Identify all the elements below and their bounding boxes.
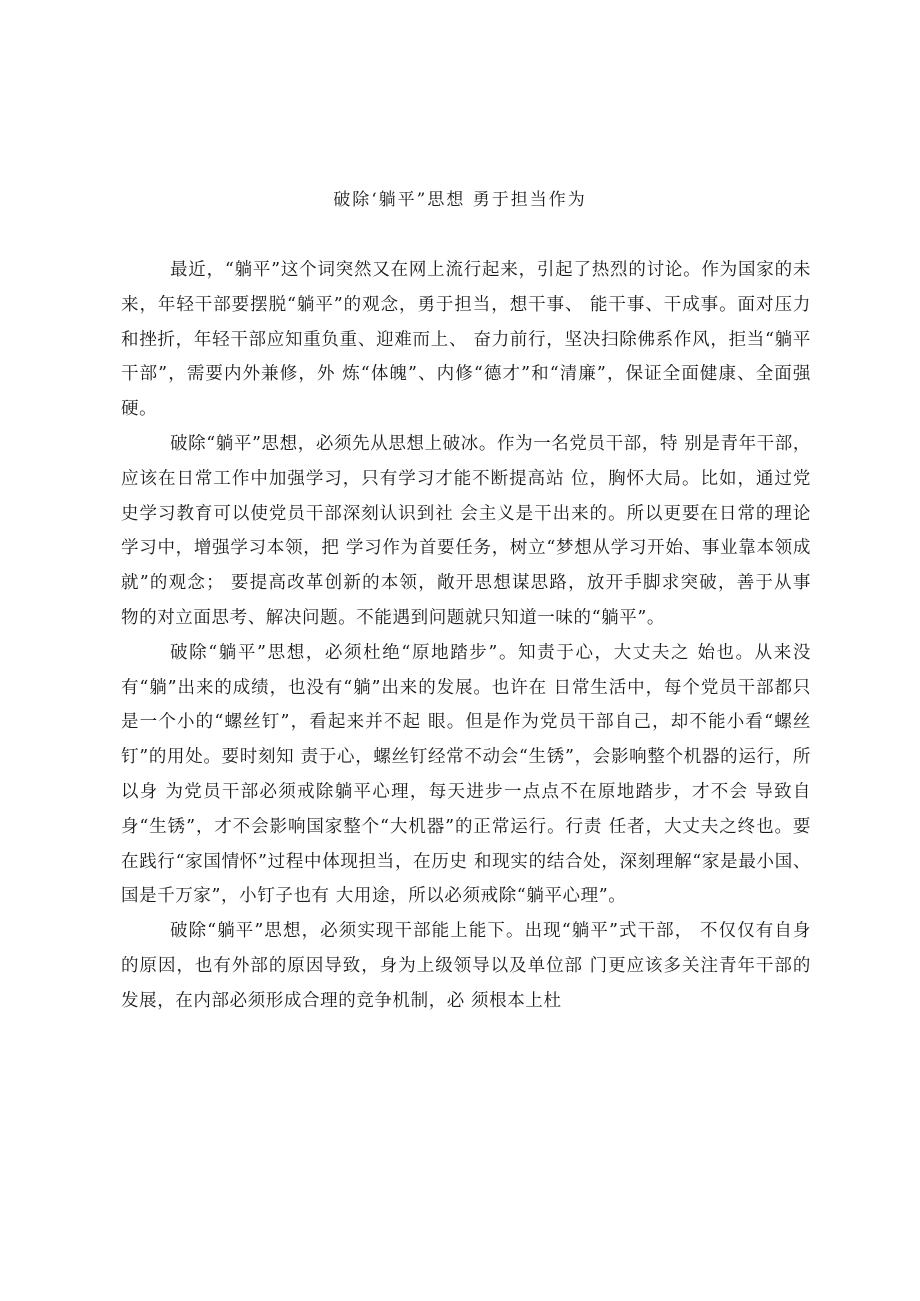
document-body xyxy=(121,253,811,1019)
paragraph: 破除“躺平”思想，必须先从思想上破冰。作为一名党员干部，特 别是青年干部，应该在日常工作中加强学习，只有学习才能不断提高站 位，胸怀大局。比如，通过党史学习教育可以使党员干部深刻认识到社 会主义是干出来的。所以更要在日常的理论学习中，增强学习本领，把 学习作为首要任务，树立“梦想从学习开始、事业靠本领成就”的观念； 要提高改革创新的本领，敞开思想谋思路，放开手脚求突破，善于从事 物的对立面思考、解决问题。不能遇到问题就只知道一味的“躺平”。 xyxy=(121,433,811,628)
paragraph: 破除“躺平”思想，必须实现干部能上能下。出现“躺平”式干部， 不仅仅有自身的原因，也有外部的原因导致，身为上级领导以及单位部 门更应该多关注青年干部的发展，在内部必须形成合理的竞争机制，必 须根本上杜 xyxy=(121,921,811,1011)
paragraph: 破除“躺平”思想，必须杜绝“原地踏步”。知责于心，大丈夫之 始也。从来没有“躺”出来的成绩，也没有“躺”出来的发展。也许在 日常生活中，每个党员干部都只是一个小的“螺丝钉”，看起来并不起 眼。但是作为党员干部自己，却不能小看“螺丝钉”的用处。要时刻知 责于心，螺丝钉经常不动会“生锈”，会影响整个机器的运行，所以身 为党员干部必须戒除躺平心理，每天进步一点点不在原地踏步，才不会 导致自身“生锈”，才不会影响国家整个“大机器”的正常运行。行责 任者，大丈夫之终也。要在践行“家国情怀”过程中体现担当，在历史 和现实的结合处，深刻理解“家是最小国、国是千万家”，小钉子也有 大用途，所以必须戒除“躺平心理”。 xyxy=(121,642,811,907)
document-title: 破除‘躺平”思想 勇于担当作为 xyxy=(333,190,587,210)
paragraph: 最近，“躺平”这个词突然又在网上流行起来，引起了热烈的讨论。作为国家的未来，年轻干部要摆脱“躺平”的观念，勇于担当，想干事、 能干事、干成事。面对压力和挫折，年轻干部应知重负重、迎难而上、 奋力前行，坚决扫除佛系作风，拒当“躺平干部”，需要内外兼修，外 炼“体魄”、内修“德才”和“清廉”，保证全面健康、全面强硬。 xyxy=(121,260,811,420)
